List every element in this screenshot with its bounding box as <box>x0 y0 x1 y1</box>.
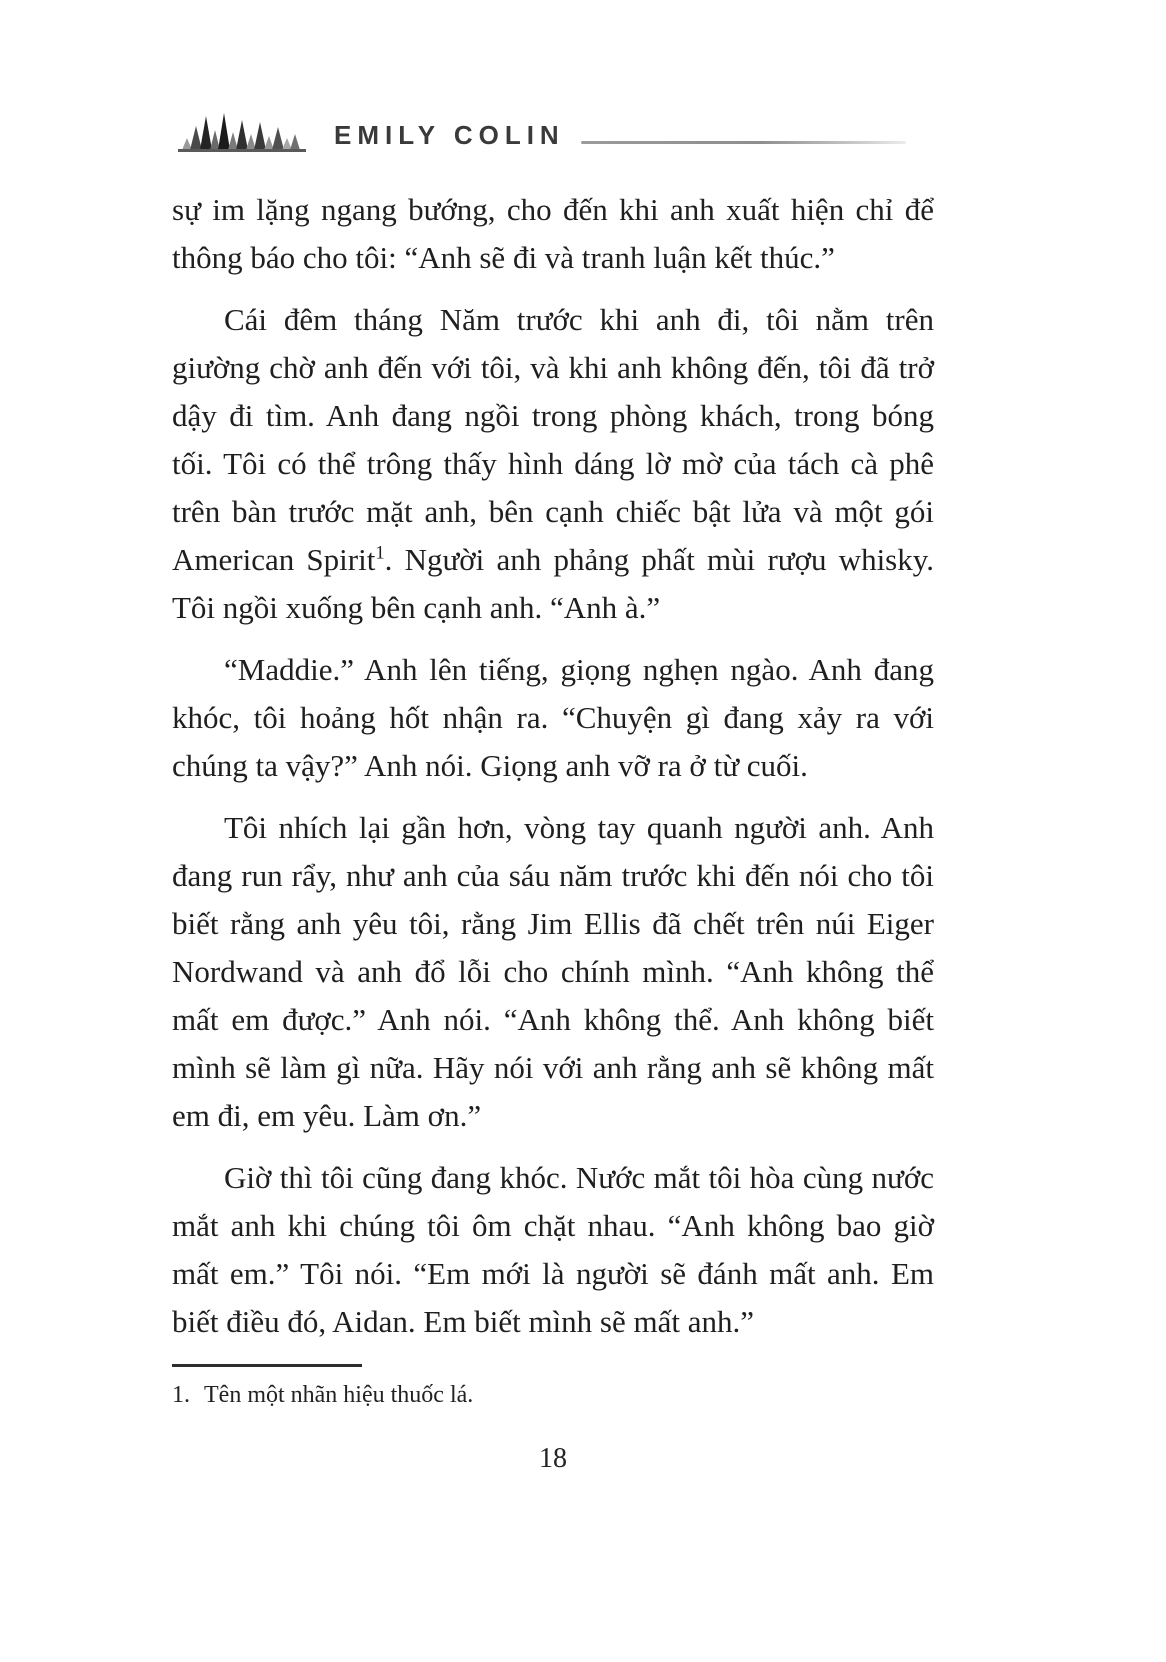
footnote <box>172 1379 934 1411</box>
author-name: EMILY COLIN <box>334 120 565 150</box>
page-number: 18 <box>539 1443 567 1474</box>
body-text <box>172 0 934 1346</box>
paragraph-3: “Maddie.” Anh lên tiếng, giọng nghẹn ngào. Anh đang khóc, tôi hoảng hốt nhận ra. “Chuyện gì đang xảy ra với chúng ta vậy?” Anh nói. Giọng anh vỡ ra ở từ cuối. <box>172 652 934 783</box>
footnote-reference: 1 <box>375 542 385 564</box>
footnote-text: Tên một nhãn hiệu thuốc lá. <box>204 1382 474 1408</box>
paragraph-2 <box>172 296 934 632</box>
paragraph-2-text-after: . Người anh phảng phất mùi rượu whisky. Tôi ngồi xuống bên cạnh anh. “Anh à.” <box>172 542 934 625</box>
footnote-marker: 1. <box>172 1382 190 1408</box>
page-footer <box>172 1364 934 1411</box>
header-rule <box>581 141 906 144</box>
page-header <box>178 110 906 156</box>
footnote-rule <box>172 1364 362 1367</box>
paragraph-1: sự im lặng ngang bướng, cho đến khi anh xuất hiện chỉ để thông báo cho tôi: “Anh sẽ đi và tranh luận kết thúc.” <box>172 192 934 275</box>
paragraph-4: Tôi nhích lại gần hơn, vòng tay quanh người anh. Anh đang run rẩy, như anh của sáu năm trước khi đến nói cho tôi biết rằng anh yêu tôi, rằng Jim Ellis đã chết trên núi Eiger Nordwand và anh đổ lỗi cho chính mình. “Anh không thể mất em được.” Anh nói. “Anh không thể. Anh không biết mình sẽ làm gì nữa. Hãy nói với anh rằng anh sẽ không mất em đi, em yêu. Làm ơn.” <box>172 810 934 1133</box>
paragraph-2-text: Cái đêm tháng Năm trước khi anh đi, tôi nằm trên giường chờ anh đến với tôi, và khi anh không đến, tôi đã trở dậy đi tìm. Anh đang ngồi trong phòng khách, trong bóng tối. Tôi có thể trông thấy hình dáng lờ mờ của tách cà phê trên bàn trước mặt anh, bên cạnh chiếc bật lửa và một gói American Spirit <box>172 302 934 577</box>
paragraph-5: Giờ thì tôi cũng đang khóc. Nước mắt tôi hòa cùng nước mắt anh khi chúng tôi ôm chặt nhau. “Anh không bao giờ mất em.” Tôi nói. “Em mới là người sẽ đánh mất anh. Em biết điều đó, Aidan. Em biết mình sẽ mất anh.” <box>172 1160 934 1339</box>
forest-decoration-icon <box>178 110 318 156</box>
